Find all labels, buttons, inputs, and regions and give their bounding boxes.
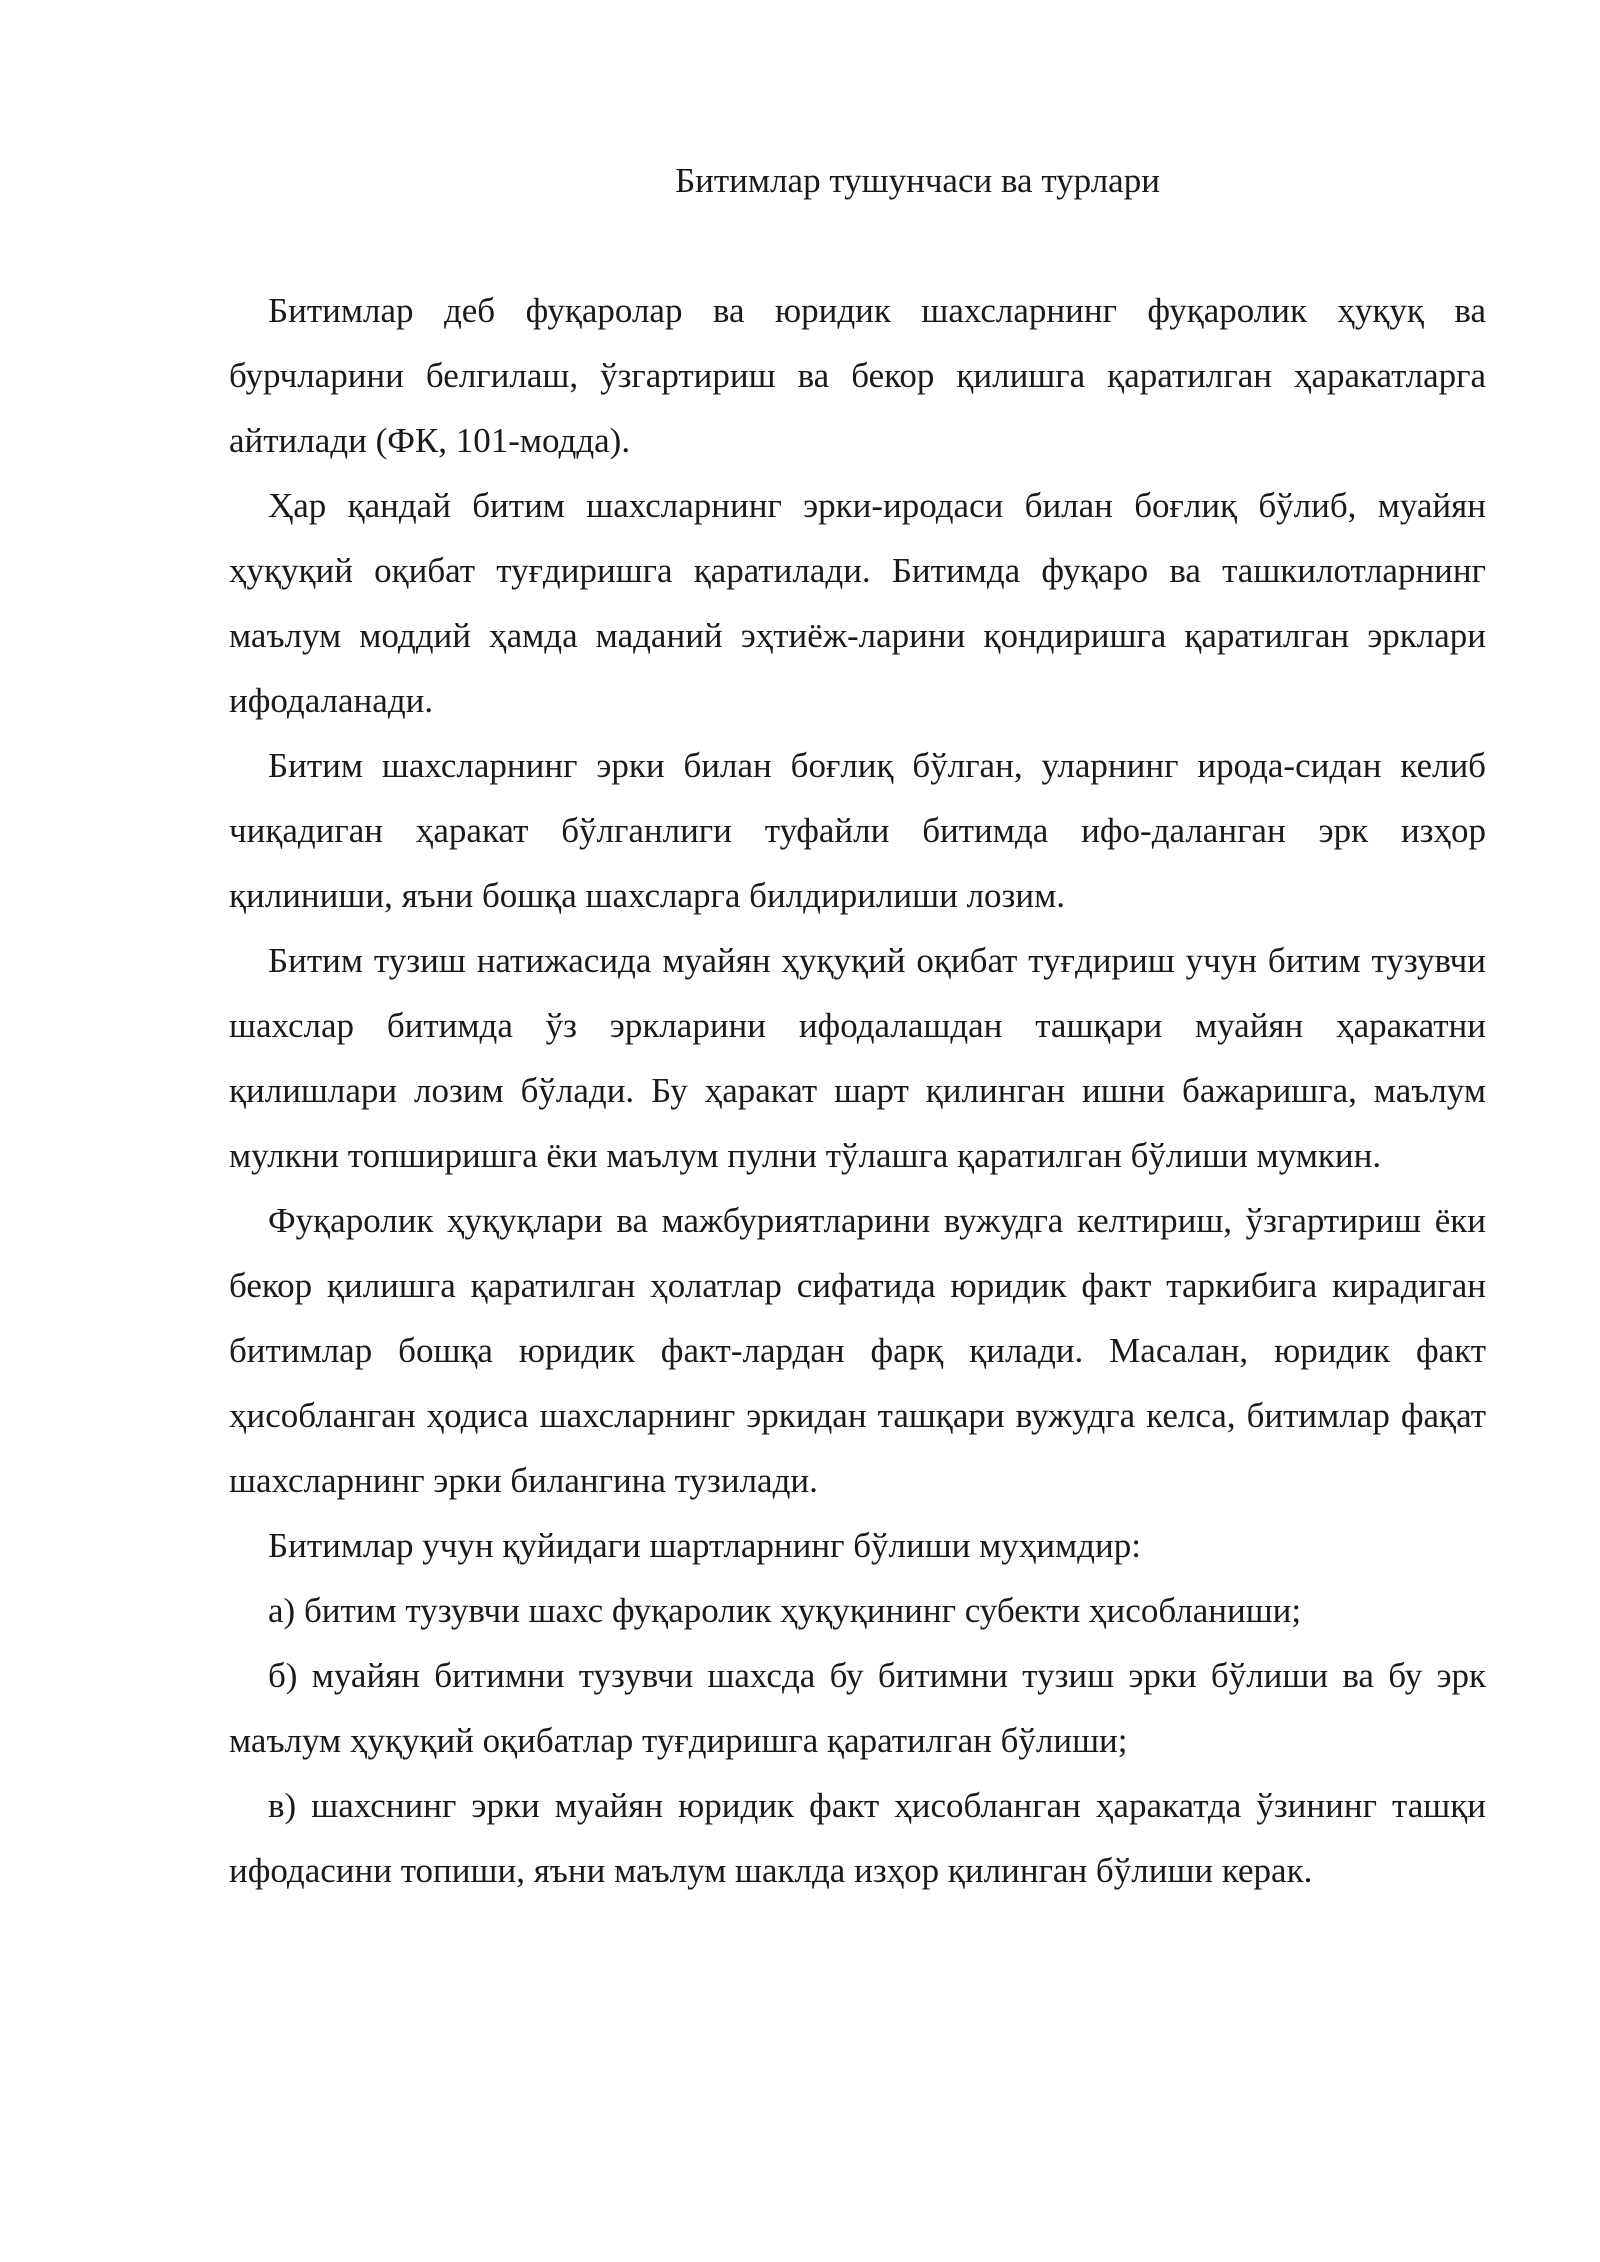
list-item-a: а) битим тузувчи шахс фуқаролик ҳуқуқининг субекти ҳисобланиши; bbox=[268, 1591, 1302, 1630]
paragraph-legal-fact: Фуқаролик ҳуқуқлари ва мажбуриятларини вужудга келтириш, ўзгартириш ёки бекор қилишга қаратилган ҳолатлар сифатида юридик факт таркибига кирадиган битимлар бошқа юридик факт-лардан фарқ қилади. Масалан, юридик факт ҳисобланган ҳодиса шахсларнинг эркидан ташқари вужудга келса, битимлар фақат шахсларнинг эрки билангина тузилади. bbox=[229, 1201, 1486, 1500]
paragraph-conditions-intro: Битимлар учун қуйидаги шартларнинг бўлиши муҳимдир: bbox=[268, 1526, 1141, 1565]
paragraph-definition: Битимлар деб фуқаролар ва юридик шахсларнинг фуқаролик ҳуқуқ ва бурчларини белгилаш, ўзгартириш ва бекор қилишга қаратилган ҳаракатларга айтилади (ФК, 101-модда). bbox=[229, 291, 1486, 460]
paragraph-expression: Битим шахсларнинг эрки билан боғлиқ бўлган, уларнинг ирода-сидан келиб чиқадиган ҳаракат бўлганлиги туфайли битимда ифо-даланган эрк изҳор қилиниши, яъни бошқа шахсларга билдирилиши лозим. bbox=[229, 746, 1486, 915]
document-body bbox=[229, 148, 1486, 1903]
list-item-c: в) шахснинг эрки муайян юридик факт ҳисобланган ҳаракатда ўзининг ташқи ифодасини топиши, яъни маълум шаклда изҳор қилинган бўлиши керак. bbox=[229, 1786, 1486, 1890]
paragraph-actions: Битим тузиш натижасида муайян ҳуқуқий оқибат туғдириш учун битим тузувчи шахслар битимда ўз эркларини ифодалашдан ташқари муайян ҳаракатни қилишлари лозим бўлади. Бу ҳаракат шарт қилинган ишни бажаришга, маълум мулкни топширишга ёки маълум пулни тўлашга қаратилган бўлиши мумкин. bbox=[229, 941, 1486, 1175]
document-title: Битимлар тушунчаси ва турлари bbox=[675, 161, 1160, 200]
list-item-b: б) муайян битимни тузувчи шахсда бу битимни тузиш эрки бўлиши ва бу эрк маълум ҳуқуқий оқибатлар туғдиришга қаратилган бўлиши; bbox=[229, 1656, 1486, 1760]
paragraph-will: Ҳар қандай битим шахсларнинг эрки-иродаси билан боғлиқ бўлиб, муайян ҳуқуқий оқибат туғдиришга қаратилади. Битимда фуқаро ва ташкилотларнинг маълум моддий ҳамда маданий эҳтиёж-ларини қондиришга қаратилган эрклари ифодаланади. bbox=[229, 486, 1486, 720]
